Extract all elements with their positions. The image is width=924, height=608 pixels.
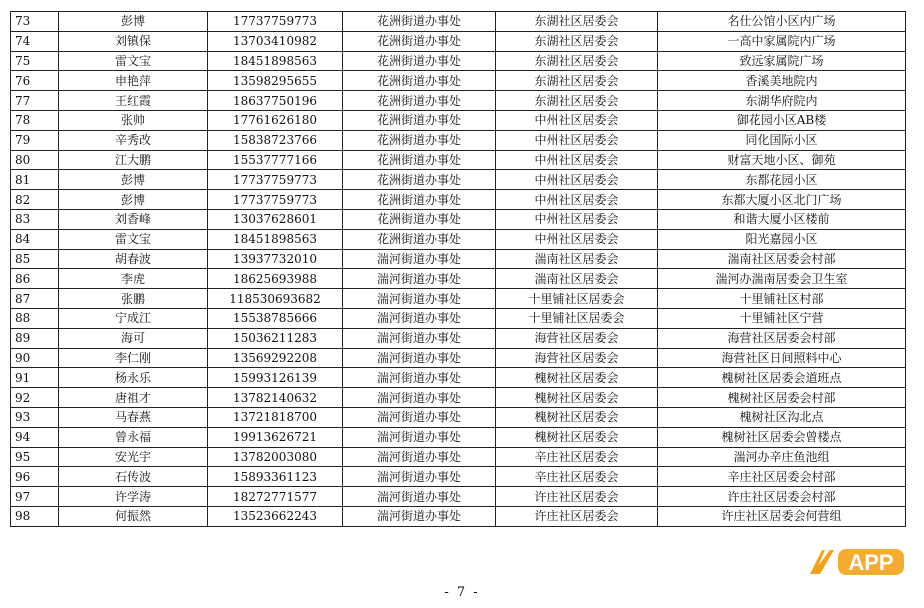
street-office-cell: 湍河街道办事处 [343, 487, 496, 507]
location-cell: 同化国际小区 [658, 130, 906, 150]
row-number-cell: 98 [11, 506, 59, 526]
location-cell: 御花园小区AB楼 [658, 110, 906, 130]
phone-cell: 17761626180 [208, 110, 343, 130]
name-cell: 雷文宝 [59, 51, 208, 71]
row-number-cell: 77 [11, 91, 59, 111]
table-row [11, 407, 906, 427]
name-cell: 刘镇保 [59, 31, 208, 51]
table-row [11, 150, 906, 170]
street-office-cell: 湍河街道办事处 [343, 249, 496, 269]
table-row [11, 130, 906, 150]
row-number-cell: 83 [11, 209, 59, 229]
street-office-cell: 湍河街道办事处 [343, 368, 496, 388]
community-cell: 许庄社区居委会 [496, 487, 658, 507]
street-office-cell: 湍河街道办事处 [343, 447, 496, 467]
name-cell: 安光宇 [59, 447, 208, 467]
row-number-cell: 86 [11, 269, 59, 289]
street-office-cell: 湍河街道办事处 [343, 328, 496, 348]
table-row [11, 209, 906, 229]
name-cell: 雷文宝 [59, 229, 208, 249]
location-cell: 槐树社区居委会道班点 [658, 368, 906, 388]
phone-cell: 13523662243 [208, 506, 343, 526]
location-cell: 槐树社区沟北点 [658, 407, 906, 427]
phone-cell: 18272771577 [208, 487, 343, 507]
location-cell: 财富天地小区、御苑 [658, 150, 906, 170]
phone-cell: 17737759773 [208, 190, 343, 210]
phone-cell: 13037628601 [208, 209, 343, 229]
name-cell: 张鹏 [59, 289, 208, 309]
watermark-text: APP [848, 550, 894, 575]
community-cell: 槐树社区居委会 [496, 388, 658, 408]
community-cell: 湍南社区居委会 [496, 249, 658, 269]
phone-cell: 13782003080 [208, 447, 343, 467]
table-row [11, 348, 906, 368]
row-number-cell: 93 [11, 407, 59, 427]
name-cell: 唐祖才 [59, 388, 208, 408]
phone-cell: 15538785666 [208, 308, 343, 328]
name-cell: 杨永乐 [59, 368, 208, 388]
street-office-cell: 花洲街道办事处 [343, 209, 496, 229]
community-cell: 海营社区居委会 [496, 328, 658, 348]
name-cell: 江大鹏 [59, 150, 208, 170]
table-row [11, 71, 906, 91]
location-cell: 槐树社区居委会曾楼点 [658, 427, 906, 447]
row-number-cell: 94 [11, 427, 59, 447]
phone-cell: 13782140632 [208, 388, 343, 408]
phone-cell: 118530693682 [208, 289, 343, 309]
location-cell: 湍河办湍南居委会卫生室 [658, 269, 906, 289]
name-cell: 许学涛 [59, 487, 208, 507]
community-cell: 中州社区居委会 [496, 170, 658, 190]
table-row [11, 467, 906, 487]
street-office-cell: 花洲街道办事处 [343, 31, 496, 51]
row-number-cell: 79 [11, 130, 59, 150]
table-row [11, 328, 906, 348]
phone-cell: 15993126139 [208, 368, 343, 388]
name-cell: 李虎 [59, 269, 208, 289]
row-number-cell: 91 [11, 368, 59, 388]
row-number-cell: 95 [11, 447, 59, 467]
community-cell: 中州社区居委会 [496, 110, 658, 130]
table-row [11, 447, 906, 467]
row-number-cell: 76 [11, 71, 59, 91]
community-cell: 十里铺社区居委会 [496, 308, 658, 328]
community-cell: 中州社区居委会 [496, 150, 658, 170]
location-cell: 海营社区居委会村部 [658, 328, 906, 348]
community-cell: 中州社区居委会 [496, 209, 658, 229]
table-row [11, 12, 906, 32]
location-cell: 东都大厦小区北门广场 [658, 190, 906, 210]
location-cell: 辛庄社区居委会村部 [658, 467, 906, 487]
street-office-cell: 花洲街道办事处 [343, 190, 496, 210]
table-row [11, 190, 906, 210]
row-number-cell: 74 [11, 31, 59, 51]
location-cell: 阳光嘉园小区 [658, 229, 906, 249]
name-cell: 马春燕 [59, 407, 208, 427]
street-office-cell: 花洲街道办事处 [343, 91, 496, 111]
phone-cell: 18451898563 [208, 51, 343, 71]
name-cell: 申艳萍 [59, 71, 208, 91]
phone-cell: 18625693988 [208, 269, 343, 289]
street-office-cell: 湍河街道办事处 [343, 308, 496, 328]
name-cell: 海可 [59, 328, 208, 348]
location-cell: 海营社区日间照料中心 [658, 348, 906, 368]
name-cell: 彭博 [59, 170, 208, 190]
street-office-cell: 湍河街道办事处 [343, 269, 496, 289]
location-cell: 东都花园小区 [658, 170, 906, 190]
street-office-cell: 花洲街道办事处 [343, 110, 496, 130]
page-number: - 7 - [444, 585, 480, 600]
street-office-cell: 湍河街道办事处 [343, 289, 496, 309]
name-cell: 彭博 [59, 190, 208, 210]
street-office-cell: 花洲街道办事处 [343, 130, 496, 150]
name-cell: 彭博 [59, 12, 208, 32]
row-number-cell: 97 [11, 487, 59, 507]
table-row [11, 289, 906, 309]
table-row [11, 427, 906, 447]
street-office-cell: 花洲街道办事处 [343, 71, 496, 91]
community-cell: 中州社区居委会 [496, 190, 658, 210]
row-number-cell: 96 [11, 467, 59, 487]
community-cell: 中州社区居委会 [496, 130, 658, 150]
name-cell: 何振然 [59, 506, 208, 526]
community-cell: 东湖社区居委会 [496, 91, 658, 111]
name-cell: 石传波 [59, 467, 208, 487]
community-cell: 槐树社区居委会 [496, 407, 658, 427]
row-number-cell: 82 [11, 190, 59, 210]
name-cell: 刘香峰 [59, 209, 208, 229]
community-cell: 辛庄社区居委会 [496, 447, 658, 467]
street-office-cell: 花洲街道办事处 [343, 170, 496, 190]
table-row [11, 31, 906, 51]
street-office-cell: 花洲街道办事处 [343, 150, 496, 170]
name-cell: 王红霞 [59, 91, 208, 111]
phone-cell: 19913626721 [208, 427, 343, 447]
phone-cell: 13703410982 [208, 31, 343, 51]
table-row [11, 269, 906, 289]
location-cell: 和谐大厦小区楼前 [658, 209, 906, 229]
phone-cell: 15838723766 [208, 130, 343, 150]
phone-cell: 13569292208 [208, 348, 343, 368]
row-number-cell: 80 [11, 150, 59, 170]
community-cell: 槐树社区居委会 [496, 427, 658, 447]
community-cell: 中州社区居委会 [496, 229, 658, 249]
row-number-cell: 73 [11, 12, 59, 32]
table-row [11, 51, 906, 71]
community-cell: 东湖社区居委会 [496, 71, 658, 91]
phone-cell: 18637750196 [208, 91, 343, 111]
street-office-cell: 花洲街道办事处 [343, 12, 496, 32]
name-cell: 辛秀改 [59, 130, 208, 150]
table-row [11, 110, 906, 130]
table-row [11, 91, 906, 111]
row-number-cell: 84 [11, 229, 59, 249]
street-office-cell: 花洲街道办事处 [343, 51, 496, 71]
table-row [11, 170, 906, 190]
community-cell: 槐树社区居委会 [496, 368, 658, 388]
table-row [11, 308, 906, 328]
community-cell: 湍南社区居委会 [496, 269, 658, 289]
row-number-cell: 92 [11, 388, 59, 408]
community-cell: 海营社区居委会 [496, 348, 658, 368]
phone-cell: 18451898563 [208, 229, 343, 249]
street-office-cell: 湍河街道办事处 [343, 407, 496, 427]
location-cell: 十里铺社区宁营 [658, 308, 906, 328]
location-cell: 湍南社区居委会村部 [658, 249, 906, 269]
location-cell: 十里铺社区村部 [658, 289, 906, 309]
table-row [11, 388, 906, 408]
table-row [11, 368, 906, 388]
street-office-cell: 湍河街道办事处 [343, 467, 496, 487]
location-cell: 东湖华府院内 [658, 91, 906, 111]
location-cell: 一高中家属院内广场 [658, 31, 906, 51]
phone-cell: 15036211283 [208, 328, 343, 348]
location-cell: 名仕公馆小区内广场 [658, 12, 906, 32]
phone-cell: 15537777166 [208, 150, 343, 170]
row-number-cell: 88 [11, 308, 59, 328]
table-body [11, 12, 906, 527]
watermark-swoosh-icon [810, 550, 834, 574]
name-cell: 李仁刚 [59, 348, 208, 368]
row-number-cell: 85 [11, 249, 59, 269]
name-cell: 曾永福 [59, 427, 208, 447]
row-number-cell: 90 [11, 348, 59, 368]
row-number-cell: 89 [11, 328, 59, 348]
location-cell: 许庄社区居委会何营组 [658, 506, 906, 526]
table-row [11, 487, 906, 507]
name-cell: 宁成江 [59, 308, 208, 328]
street-office-cell: 湍河街道办事处 [343, 348, 496, 368]
street-office-cell: 湍河街道办事处 [343, 388, 496, 408]
phone-cell: 13721818700 [208, 407, 343, 427]
name-cell: 张帅 [59, 110, 208, 130]
row-number-cell: 78 [11, 110, 59, 130]
row-number-cell: 75 [11, 51, 59, 71]
row-number-cell: 81 [11, 170, 59, 190]
row-number-cell: 87 [11, 289, 59, 309]
phone-cell: 15893361123 [208, 467, 343, 487]
phone-cell: 17737759773 [208, 12, 343, 32]
community-cell: 许庄社区居委会 [496, 506, 658, 526]
location-cell: 致远家属院广场 [658, 51, 906, 71]
location-cell: 湍河办辛庄鱼池组 [658, 447, 906, 467]
table-row [11, 506, 906, 526]
phone-cell: 13937732010 [208, 249, 343, 269]
app-watermark-logo [808, 546, 908, 578]
street-office-cell: 花洲街道办事处 [343, 229, 496, 249]
community-cell: 辛庄社区居委会 [496, 467, 658, 487]
data-table [10, 11, 906, 527]
community-cell: 东湖社区居委会 [496, 31, 658, 51]
location-cell: 槐树社区居委会村部 [658, 388, 906, 408]
location-cell: 香溪美地院内 [658, 71, 906, 91]
location-cell: 许庄社区居委会村部 [658, 487, 906, 507]
phone-cell: 17737759773 [208, 170, 343, 190]
community-cell: 十里铺社区居委会 [496, 289, 658, 309]
table-row [11, 249, 906, 269]
community-cell: 东湖社区居委会 [496, 51, 658, 71]
street-office-cell: 湍河街道办事处 [343, 506, 496, 526]
name-cell: 胡春波 [59, 249, 208, 269]
street-office-cell: 湍河街道办事处 [343, 427, 496, 447]
phone-cell: 13598295655 [208, 71, 343, 91]
community-cell: 东湖社区居委会 [496, 12, 658, 32]
table-row [11, 229, 906, 249]
